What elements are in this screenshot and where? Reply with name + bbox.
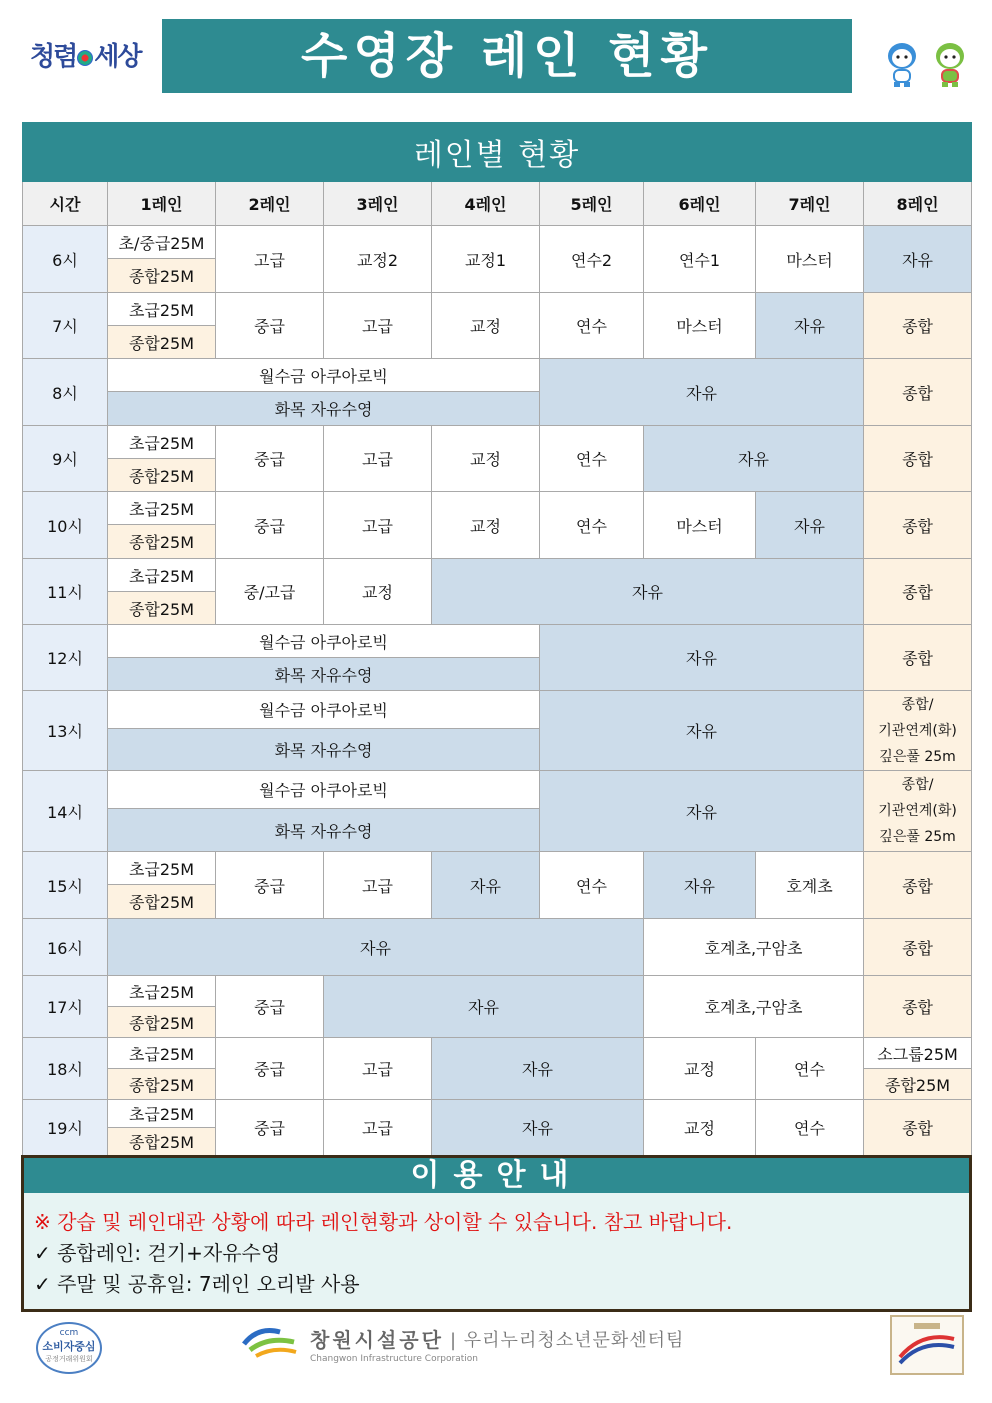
lane-cell: 종합 (864, 359, 972, 426)
header-lane-2: 2레인 (216, 182, 324, 226)
lane-cell: 자유 (864, 226, 972, 293)
time-cell: 18시 (23, 1038, 108, 1100)
lane-schedule-table (22, 122, 972, 1156)
lane-cell: 교정 (324, 559, 432, 625)
lane-cell: 고급 (216, 226, 324, 293)
lane-cell: 교정 (432, 293, 540, 359)
lane-cell: 초/중급25M (108, 226, 216, 259)
lane-cell: 연수 (540, 852, 644, 919)
page-title: 수영장 레인 현황 (162, 19, 852, 93)
lane-cell: 초급25M (108, 293, 216, 326)
lane-cell: 교정 (644, 1038, 756, 1100)
lane-cell: 연수 (756, 1038, 864, 1100)
time-cell: 19시 (23, 1100, 108, 1156)
lane-cell: 교정 (432, 426, 540, 492)
lane-cell: 연수1 (644, 226, 756, 293)
lane-cell: 자유 (432, 1100, 644, 1156)
corporation-emblem-icon (240, 1324, 300, 1360)
lane-8-line-2: 기관연계(화) (878, 722, 957, 739)
notice-item-1: ✓ 종합레인: 걷기+자유수영 (34, 1241, 281, 1265)
header-time: 시간 (23, 182, 108, 226)
lane-8-line-1: 종합/ (901, 777, 934, 793)
lane-cell: 마스터 (644, 492, 756, 559)
lane-cell: 자유 (540, 625, 864, 691)
header-lane-1: 1레인 (108, 182, 216, 226)
lane-cell: 종합 (864, 919, 972, 976)
free-swim-cell: 화목 자유수영 (108, 729, 540, 771)
lane-cell: 중급 (216, 492, 324, 559)
lane-cell: 종합25M (108, 1007, 216, 1038)
certification-mark-icon (892, 1317, 962, 1373)
lane-cell: 종합 (864, 852, 972, 919)
time-cell: 11시 (23, 559, 108, 625)
time-cell: 13시 (23, 691, 108, 771)
time-cell: 6시 (23, 226, 108, 293)
lane-cell: 중급 (216, 293, 324, 359)
lane-cell: 종합 (864, 293, 972, 359)
aquarobic-cell: 월수금 아쿠아로빅 (108, 771, 540, 809)
lane-cell: 마스터 (644, 293, 756, 359)
lane-cell: 연수 (540, 426, 644, 492)
lane-cell: 자유 (540, 691, 864, 771)
lane-cell: 자유 (756, 293, 864, 359)
lane-cell: 종합25M (108, 525, 216, 559)
lane-cell: 마스터 (756, 226, 864, 293)
lane-cell: 교정 (644, 1100, 756, 1156)
lane-8-line-1: 종합/ (901, 696, 934, 713)
lane-cell: 초급25M (108, 492, 216, 525)
time-cell: 12시 (23, 625, 108, 691)
lane-cell: 연수 (756, 1100, 864, 1156)
lane-cell: 초급25M (108, 1100, 216, 1128)
lane-cell: 고급 (324, 492, 432, 559)
lane-cell: 종합 (864, 1100, 972, 1156)
lane-cell: 종합25M (864, 1069, 972, 1100)
lane-8-line-2: 기관연계(화) (878, 803, 957, 819)
ccm-badge-mark: ccm (59, 1328, 79, 1338)
lane-cell: 초급25M (108, 976, 216, 1007)
lane-cell: 초급25M (108, 426, 216, 459)
ccm-badge (36, 1322, 102, 1374)
lane-8-line-3: 깊은풀 25m (879, 829, 956, 845)
free-swim-cell: 화목 자유수영 (108, 658, 540, 691)
notice-warning: ※ 강습 및 레인대관 상황에 따라 레인현황과 상이할 수 있습니다. 참고 바랍니다. (34, 1210, 733, 1234)
lane-cell: 교정2 (324, 226, 432, 293)
lane-cell: 자유 (324, 976, 644, 1038)
lane-cell: 초급25M (108, 1038, 216, 1069)
usage-guide-title: 이용안내 (24, 1158, 969, 1193)
lane-cell: 중급 (216, 976, 324, 1038)
mascot-blue-icon (884, 40, 920, 88)
ccm-badge-sub: 공정거래위원회 (45, 1355, 93, 1363)
lane-cell: 종합25M (108, 592, 216, 625)
lane-cell: 자유 (756, 492, 864, 559)
mascot-green-icon (932, 40, 968, 88)
header-row (23, 182, 972, 226)
lane-8-line-3: 깊은풀 25m (879, 748, 956, 765)
lane-cell: 연수2 (540, 226, 644, 293)
lane-cell: 고급 (324, 852, 432, 919)
aquarobic-cell: 월수금 아쿠아로빅 (108, 359, 540, 392)
time-cell: 7시 (23, 293, 108, 359)
header-lane-4: 4레인 (432, 182, 540, 226)
lane-cell: 종합 (864, 492, 972, 559)
lane-cell-deep-pool (864, 691, 972, 771)
lane-cell: 종합25M (108, 326, 216, 359)
lane-cell: 종합25M (108, 259, 216, 293)
mascots (884, 40, 974, 90)
ccm-badge-label: 소비자중심 (42, 1340, 96, 1353)
aquarobic-cell: 월수금 아쿠아로빅 (108, 691, 540, 729)
lane-cell: 종합25M (108, 1128, 216, 1156)
lane-cell: 호계초 (756, 852, 864, 919)
lane-cell: 연수 (540, 492, 644, 559)
time-cell: 15시 (23, 852, 108, 919)
time-cell: 8시 (23, 359, 108, 426)
lane-cell: 중급 (216, 1100, 324, 1156)
time-cell: 17시 (23, 976, 108, 1038)
service-certification-badge (890, 1315, 964, 1375)
free-swim-cell: 화목 자유수영 (108, 392, 540, 426)
header-lane-5: 5레인 (540, 182, 644, 226)
header-lane-7: 7레인 (756, 182, 864, 226)
usage-guide-box (21, 1155, 972, 1312)
header-lane-8: 8레인 (864, 182, 972, 226)
lane-cell: 고급 (324, 293, 432, 359)
lane-cell: 연수 (540, 293, 644, 359)
lane-cell: 고급 (324, 1038, 432, 1100)
lane-cell: 자유 (432, 852, 540, 919)
lane-cell: 호계초,구암초 (644, 919, 864, 976)
lane-cell: 종합25M (108, 885, 216, 919)
header-lane-3: 3레인 (324, 182, 432, 226)
logo-text-2: 세상 (94, 42, 141, 72)
lane-cell: 중/고급 (216, 559, 324, 625)
corporation-name: 창원시설공단 (310, 1328, 444, 1352)
lane-cell: 종합 (864, 426, 972, 492)
logo-emblem-icon (77, 50, 93, 66)
corporation-logo (240, 1322, 685, 1368)
lane-cell: 중급 (216, 426, 324, 492)
lane-status-banner: 레인별 현황 (23, 123, 972, 182)
lane-cell: 자유 (108, 919, 644, 976)
header-lane-6: 6레인 (644, 182, 756, 226)
lane-cell: 초급25M (108, 559, 216, 592)
integrity-logo (30, 36, 141, 80)
free-swim-cell: 화목 자유수영 (108, 809, 540, 852)
aquarobic-cell: 월수금 아쿠아로빅 (108, 625, 540, 658)
lane-cell: 소그룹25M (864, 1038, 972, 1069)
lane-cell: 초급25M (108, 852, 216, 885)
lane-cell: 자유 (540, 771, 864, 852)
corporation-name-en: Changwon Infrastructure Corporation (310, 1354, 478, 1364)
lane-cell: 종합 (864, 976, 972, 1038)
lane-cell: 종합25M (108, 459, 216, 492)
time-cell: 14시 (23, 771, 108, 852)
lane-cell: 고급 (324, 426, 432, 492)
lane-cell: 교정1 (432, 226, 540, 293)
lane-cell-deep-pool (864, 771, 972, 852)
logo-text-1: 청렴 (30, 42, 77, 72)
lane-cell: 자유 (540, 359, 864, 426)
lane-cell: 중급 (216, 1038, 324, 1100)
lane-cell: 자유 (432, 559, 864, 625)
time-cell: 16시 (23, 919, 108, 976)
lane-cell: 고급 (324, 1100, 432, 1156)
lane-cell: 자유 (644, 852, 756, 919)
lane-cell: 종합25M (108, 1069, 216, 1100)
lane-cell: 교정 (432, 492, 540, 559)
lane-cell: 종합 (864, 625, 972, 691)
time-cell: 10시 (23, 492, 108, 559)
team-name: | 우리누리청소년문화센터팀 (450, 1330, 685, 1351)
lane-cell: 종합 (864, 559, 972, 625)
notice-item-2: ✓ 주말 및 공휴일: 7레인 오리발 사용 (34, 1272, 360, 1296)
lane-cell: 자유 (432, 1038, 644, 1100)
lane-cell: 중급 (216, 852, 324, 919)
lane-cell: 호계초,구암초 (644, 976, 864, 1038)
time-cell: 9시 (23, 426, 108, 492)
lane-cell: 자유 (644, 426, 864, 492)
